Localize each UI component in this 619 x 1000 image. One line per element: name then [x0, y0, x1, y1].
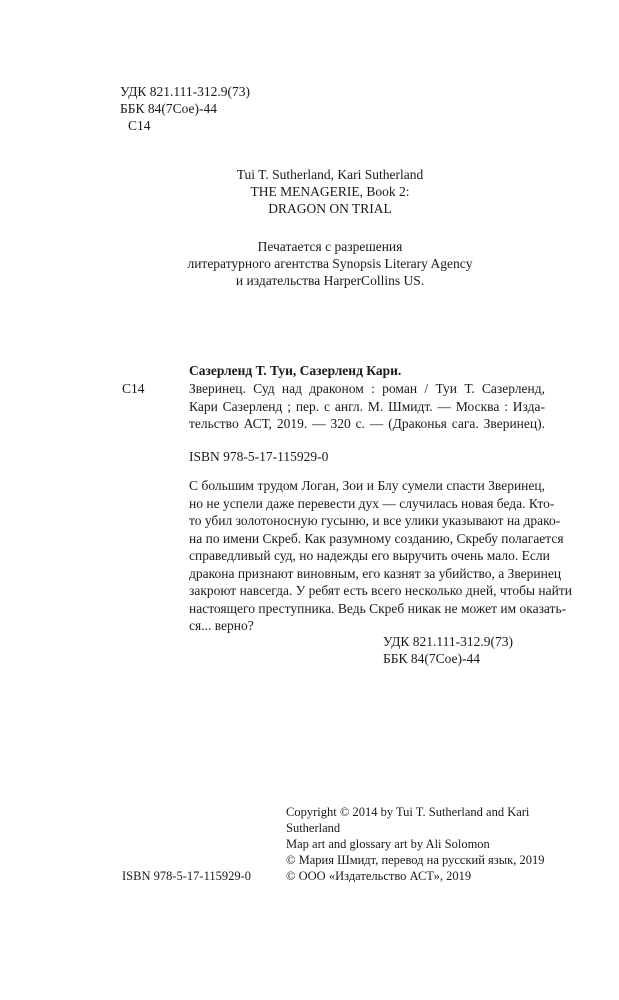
copyright-line: Sutherland: [286, 821, 341, 835]
original-title: DRAGON ON TRIAL: [268, 201, 392, 216]
bibliographic-author-mark: С14: [122, 381, 145, 396]
annotation-line: С большим трудом Логан, Зои и Блу сумели спасти Зверинец,: [189, 478, 545, 493]
copyright-line: © ООО «Издательство АСТ», 2019: [286, 869, 472, 883]
bbk-code: ББК 84(7Сое)-44: [383, 651, 481, 666]
right-classification-codes: [383, 633, 513, 667]
annotation-line: но не успели даже перевести дух — случилась новая беда. Кто-: [189, 495, 555, 511]
permission-block: [150, 238, 510, 289]
annotation-line: настоящего преступника. Ведь Скреб никак не может им оказать-: [189, 600, 567, 616]
original-authors: Tui T. Sutherland, Kari Sutherland: [236, 167, 424, 182]
description-line: тельство АСТ, 2019. — 320 с. — (Драконья сага. Зверинец).: [189, 416, 545, 431]
annotation-line: дракона признают виновным, его казнят за убийство, а Зверинец: [189, 565, 562, 581]
udk-code: УДК 821.111-312.9(73): [120, 84, 251, 99]
annotation: [189, 477, 572, 635]
top-classification-codes: [120, 83, 250, 134]
copyright-block: [286, 804, 546, 884]
copyright-line: Map art and glossary art by Ali Solomon: [286, 837, 490, 851]
copyright-line: Copyright © 2014 by Tui T. Sutherland and Kari: [286, 805, 530, 819]
permission-line: Печатается с разрешения: [257, 239, 403, 254]
annotation-line: на по имени Скреб. Как разумному созданию, Скребу полагается: [189, 530, 564, 546]
bibliographic-heading: Сазерленд Т. Туи, Сазерленд Кари.: [189, 363, 402, 378]
description-line: Зверинец. Суд над драконом : роман / Туи Т. Сазерленд,: [189, 381, 545, 396]
permission-line: литературного агентства Synopsis Literary Agency: [187, 256, 473, 271]
annotation-line: справедливый суд, но надежды его выручить очень мало. Если: [189, 548, 550, 563]
bibliographic-description: [189, 380, 545, 433]
copyright-line: © Мария Шмидт, перевод на русский язык, 2019: [286, 853, 545, 867]
annotation-line: закроют навсегда. У ребят есть всего несколько дней, чтобы найти: [189, 583, 572, 598]
bibliographic-isbn: ISBN 978-5-17-115929-0: [189, 449, 329, 464]
original-title-block: [200, 166, 460, 217]
udk-code: УДК 821.111-312.9(73): [383, 634, 514, 649]
permission-line: и издательства HarperCollins US.: [235, 273, 425, 288]
annotation-line: то убил золотоносную гусыню, и все улики указывают на драко-: [189, 513, 561, 528]
original-series: THE MENAGERIE, Book 2:: [250, 184, 410, 199]
author-mark: С14: [128, 118, 151, 133]
bottom-isbn: ISBN 978-5-17-115929-0: [122, 869, 252, 883]
description-line: Кари Сазерленд ; пер. с англ. М. Шмидт. — Москва : Изда-: [189, 398, 545, 414]
bbk-code: ББК 84(7Сое)-44: [120, 101, 218, 116]
annotation-line: ся... верно?: [189, 618, 254, 633]
